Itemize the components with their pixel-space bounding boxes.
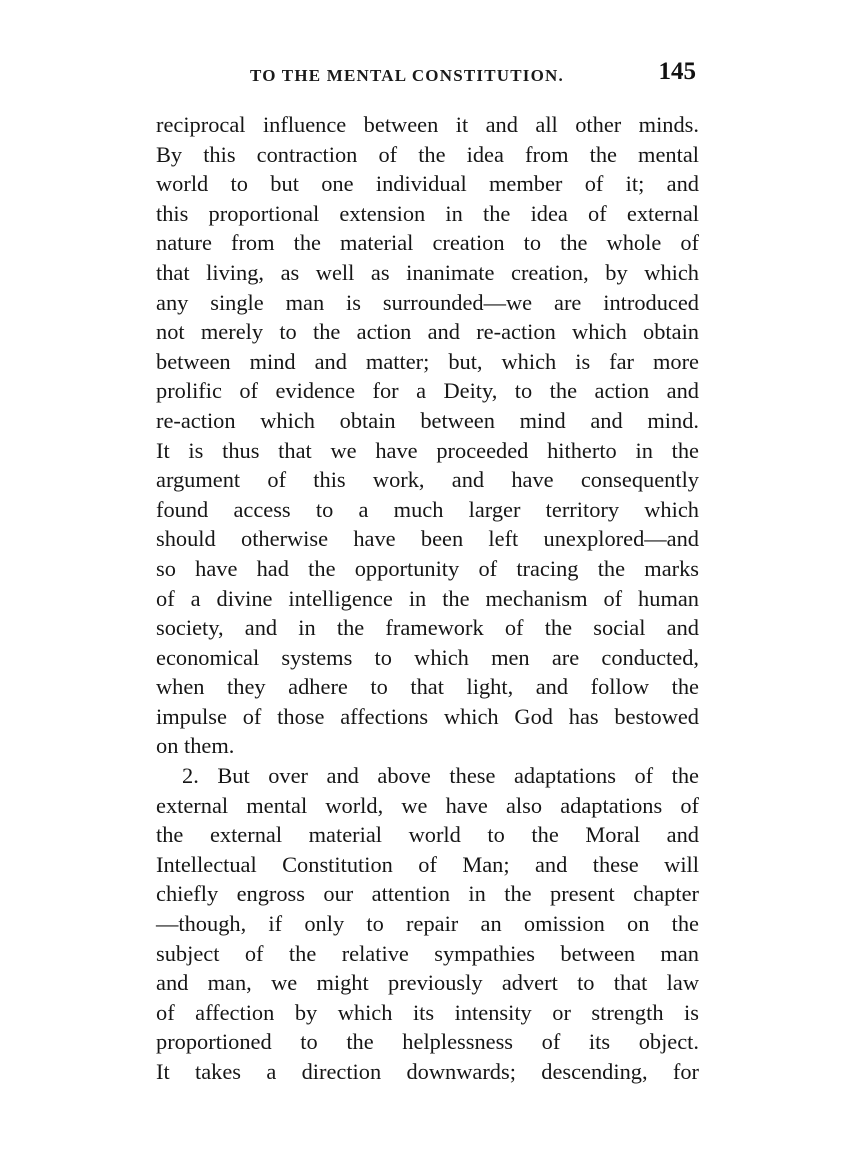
text-line: this proportional extension in the idea of external <box>156 200 699 226</box>
text-line: of a divine intelligence in the mechanism of human <box>156 585 699 611</box>
page-number: 145 <box>658 58 696 85</box>
text-line: on them. <box>156 733 235 759</box>
text-line: Intellectual Constitution of Man; and these will <box>156 851 699 877</box>
text-line: between mind and matter; but, which is far more <box>156 348 699 374</box>
body-text <box>156 110 699 1087</box>
text-line: proportioned to the helplessness of its object. <box>156 1029 699 1055</box>
text-line: argument of this work, and have consequently <box>156 467 699 493</box>
text-line: the external material world to the Moral and <box>156 822 699 848</box>
text-line: —though, if only to repair an omission on the <box>156 911 699 937</box>
text-line: subject of the relative sympathies between man <box>156 940 699 966</box>
text-line: when they adhere to that light, and follow the <box>156 674 699 700</box>
text-line: It takes a direction downwards; descending, for <box>156 1059 699 1084</box>
text-line: It is thus that we have proceeded hitherto in the <box>156 437 699 463</box>
text-line: society, and in the framework of the social and <box>156 615 699 641</box>
text-line: re-action which obtain between mind and mind. <box>156 407 699 433</box>
text-line: chiefly engross our attention in the present chapter <box>156 881 699 907</box>
text-line: impulse of those affections which God has bestowed <box>156 703 699 729</box>
text-line: By this contraction of the idea from the mental <box>156 141 699 167</box>
running-title: TO THE MENTAL CONSTITUTION. <box>250 66 564 85</box>
text-line: found access to a much larger territory which <box>156 496 699 522</box>
text-line: and man, we might previously advert to that law <box>156 970 699 996</box>
text-line: nature from the material creation to the whole of <box>156 230 699 256</box>
text-line: external mental world, we have also adaptations of <box>156 792 699 818</box>
text-line: reciprocal influence between it and all other minds. <box>156 112 699 137</box>
text-line: any single man is surrounded—we are introduced <box>156 289 699 315</box>
running-head <box>155 58 700 92</box>
text-line: prolific of evidence for a Deity, to the action and <box>156 378 699 404</box>
text-line: 2. But over and above these adaptations of the <box>182 763 699 789</box>
text-line: that living, as well as inanimate creation, by which <box>156 259 699 285</box>
text-line: not merely to the action and re-action which obtain <box>156 319 699 345</box>
text-line: so have had the opportunity of tracing the marks <box>156 555 699 581</box>
text-line: of affection by which its intensity or strength is <box>156 999 699 1025</box>
text-line: should otherwise have been left unexplored—and <box>156 526 699 552</box>
text-line: world to but one individual member of it; and <box>156 171 699 197</box>
text-line: economical systems to which men are conducted, <box>156 644 699 670</box>
